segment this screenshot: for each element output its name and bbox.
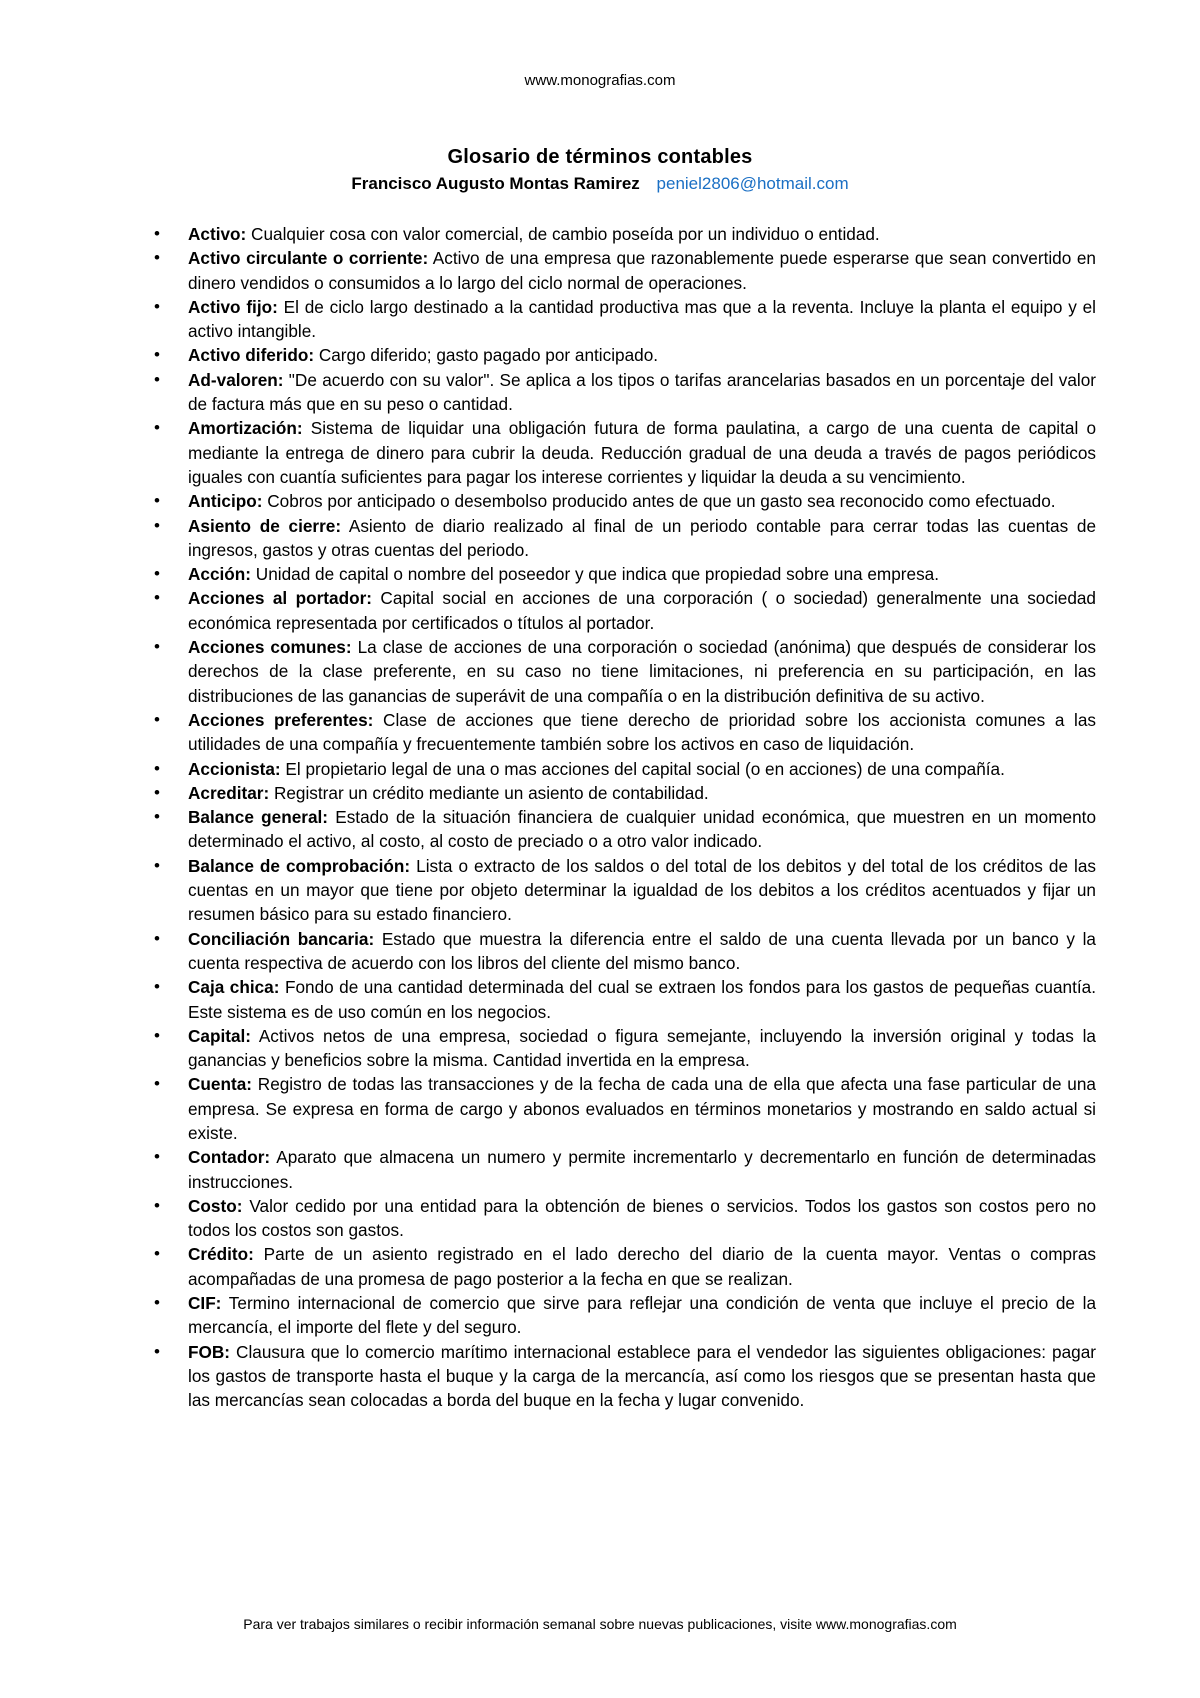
glossary-definition: Aparato que almacena un numero y permite incrementarlo y decrementarlo en función de determinadas instrucciones. [188,1147,1096,1192]
glossary-term: Activo fijo: [188,296,278,317]
glossary-term: Acreditar: [188,782,270,803]
glossary-entry [188,368,1096,417]
glossary-definition: Registro de todas las transacciones y de la fecha de cada una de ella que afecta una fase particular de una empresa. Se expresa en forma de cargo y abonos evaluados en términos monetarios y mostrando en saldo actual si existe. [188,1074,1096,1143]
document-title: Glosario de términos contables [447,146,753,168]
glossary-definition: Asiento de diario realizado al final de un periodo contable para cerrar todas las cuentas de ingresos, gastos y otras cuentas del periodo. [188,515,1097,560]
glossary-definition: Termino internacional de comercio que sirve para reflejar una condición de venta que incluye el precio de la mercancía, el importe del flete y del seguro. [188,1293,1096,1338]
glossary-entry [188,1145,1096,1194]
glossary-term: Activo: [188,224,247,244]
glossary-definition: "De acuerdo con su valor". Se aplica a los tipos o tarifas arancelarias basados en un porcentaje del valor de factura más que en su peso o cantidad. [188,369,1096,415]
glossary-term: Caja chica: [188,977,280,998]
glossary-entry [188,781,1096,805]
footer-text: Para ver trabajos similares o recibir información semanal sobre nuevas publicaciones, visite www.monografias.com [243,1616,957,1632]
glossary-definition: Parte de un asiento registrado en el lado derecho del diario de la cuenta mayor. Ventas o compras acompañadas de una promesa de pago posterior a la fecha en que se realizan. [188,1244,1096,1289]
glossary-definition: Cobros por anticipado o desembolso producido antes de que un gasto sea reconocido como efectuado. [262,491,1056,512]
glossary-term: Balance de comprobación: [188,855,411,876]
glossary-term: Acción: [188,564,252,585]
glossary-definition: El propietario legal de una o mas acciones del capital social (o en acciones) de una compañía. [280,758,1005,779]
glossary-definition: Cargo diferido; gasto pagado por anticipado. [314,345,659,366]
glossary-term: Acciones comunes: [188,637,352,658]
glossary-entry [188,927,1096,976]
glossary-definition: Cualquier cosa con valor comercial, de cambio poseída por un individuo o entidad. [246,224,880,244]
glossary-term: Conciliación bancaria: [188,928,375,949]
glossary-entry [188,975,1096,1024]
glossary-definition: Valor cedido por una entidad para la obtención de bienes o servicios. Todos los gastos son costos pero no todos los costos son gastos. [188,1195,1096,1241]
glossary-entry [188,489,1096,513]
glossary-entry [188,1340,1096,1413]
glossary-entry [188,1072,1096,1145]
glossary-term: Contador: [188,1147,271,1168]
author-name: Francisco Augusto Montas Ramirez [351,174,640,193]
author-email-link[interactable]: peniel2806@hotmail.com [656,174,849,193]
glossary-definition: Activos netos de una empresa, sociedad o figura semejante, incluyendo la inversión original y todas la ganancias y beneficios sobre la misma. Cantidad invertida en la empresa. [188,1025,1096,1071]
glossary-term: Crédito: [188,1244,254,1265]
glossary-term: Anticipo: [188,491,263,512]
glossary-entry [188,1291,1096,1340]
glossary-entry [188,562,1096,586]
glossary-definition: Estado de la situación financiera de cualquier unidad económica, que muestren en un momento determinado el activo, al costo, al costo de preciado o a otro valor indicado. [188,807,1097,852]
glossary-term: Ad-valoren: [188,369,284,390]
glossary-definition: Capital social en acciones de una corporación ( o sociedad) generalmente una sociedad económica representada por certificados o títulos al portador. [188,588,1096,633]
glossary-definition: Fondo de una cantidad determinada del cual se extraen los fondos para los gastos de pequeñas cuantía. Este sistema es de uso común en los negocios. [188,977,1096,1022]
glossary-term: Cuenta: [188,1074,252,1095]
glossary-entry [188,343,1096,367]
header-url: www.monografias.com [524,72,676,89]
glossary-entry [188,757,1096,781]
glossary-definition: Lista o extracto de los saldos o del total de los debitos y del total de los créditos de las cuentas en un mayor que tiene por objeto determinar la igualdad de los debitos a los créditos acentuados y fijar un resumen básico para su estado financiero. [188,855,1096,925]
glossary-entry [188,1024,1096,1073]
glossary-term: FOB: [188,1341,231,1362]
glossary-term: Costo: [188,1195,243,1216]
glossary-list [188,222,1096,1413]
glossary-term: Capital: [188,1025,252,1046]
glossary-entry [188,586,1096,635]
glossary-entry [188,514,1096,563]
glossary-definition: Activo de una empresa que razonablemente puede esperarse que sean convertido en dinero vendidos o consumidos a lo largo del ciclo normal de operaciones. [188,248,1096,293]
glossary-term: Activo diferido: [188,345,315,366]
glossary-definition: Clase de acciones que tiene derecho de prioridad sobre los accionista comunes a las utilidades de una compañía y frecuentemente también sobre los activos en caso de liquidación. [188,709,1096,755]
glossary-entry [188,708,1096,757]
glossary-term: Balance general: [188,807,329,828]
glossary-term: Acciones al portador: [188,588,372,609]
glossary-entry [188,295,1096,344]
author-line [0,174,1200,194]
glossary-entry [188,1242,1096,1291]
glossary-term: Activo circulante o corriente: [188,248,429,269]
glossary-definition: El de ciclo largo destinado a la cantidad productiva mas que a la reventa. Incluye la planta el equipo y el activo intangible. [188,296,1096,342]
glossary-entry [188,1194,1096,1243]
glossary-definition: Estado que muestra la diferencia entre el saldo de una cuenta llevada por un banco y la cuenta respectiva de acuerdo con los libros del cliente del mismo banco. [188,928,1096,973]
glossary-definition: Unidad de capital o nombre del poseedor y que indica que propiedad sobre una empresa. [251,564,939,585]
glossary-term: Accionista: [188,758,281,779]
glossary-definition: Registrar un crédito mediante un asiento de contabilidad. [269,782,709,803]
glossary-term: CIF: [188,1293,222,1314]
glossary-term: Acciones preferentes: [188,709,374,730]
glossary-entry [188,222,1096,246]
glossary-term: Amortización: [188,418,303,439]
glossary-entry [188,805,1096,854]
glossary-entry [188,416,1096,489]
glossary-entry [188,854,1096,927]
glossary-definition: La clase de acciones de una corporación o sociedad (anónima) que después de considerar los derechos de la clase preferente, en su caso no tiene limitaciones, ni preferencia en su participación, en las distribuciones de las ganancias de superávit de una compañía o en la distribución definitiva de su activo. [188,637,1097,706]
glossary-entry [188,635,1096,708]
glossary-term: Asiento de cierre: [188,515,342,536]
glossary-entry [188,246,1096,295]
glossary-definition: Clausura que lo comercio marítimo internacional establece para el vendedor las siguientes obligaciones: pagar los gastos de transporte hasta el buque y la carga de la mercancía, así como los riesgos que se presentan hasta que las mercancías sean colocadas a borda del buque en la fecha y lugar convenido. [188,1341,1096,1411]
glossary-definition: Sistema de liquidar una obligación futura de forma paulatina, a cargo de una cuenta de capital o mediante la entrega de dinero para cubrir la deuda. Reducción gradual de una deuda a través de pagos periódicos iguales con cuantía suficientes para pagar los interese corrientes y liquidar la deuda a su vencimiento. [188,418,1096,487]
